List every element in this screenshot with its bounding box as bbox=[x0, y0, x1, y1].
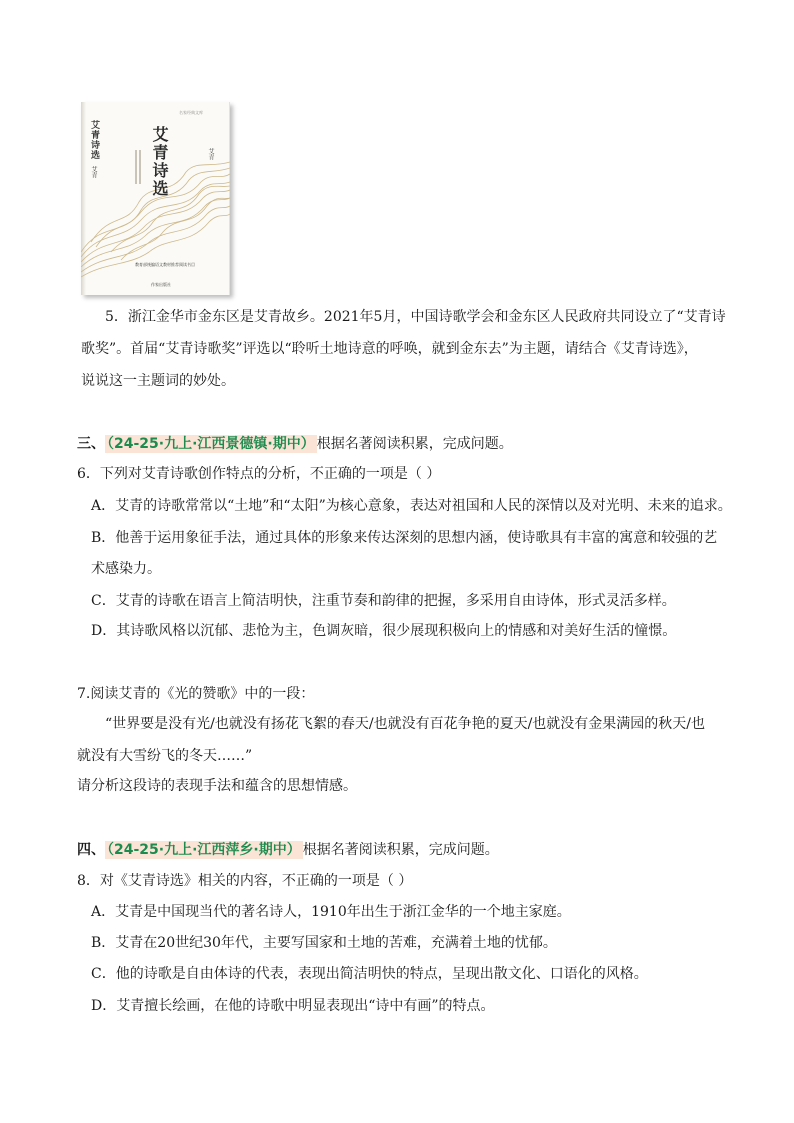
section-4-source-tag: （24-25·九上·江西萍乡·期中） bbox=[107, 842, 301, 858]
q6-option-b-line-1: B．他善于运用象征手法，通过具体的形象来传达深刻的思想内涵，使诗歌具有丰富的寓意和较强的艺 bbox=[91, 530, 718, 546]
cover-blurb: 教育部统编语文教材推荐阅读书目 bbox=[135, 262, 195, 267]
q8-option-c: C．他的诗歌是自由体诗的代表，表现出简洁明快的特点，呈现出散文化、口语化的风格。 bbox=[91, 966, 648, 982]
q7-question: 请分析这段诗的表现手法和蕴含的思想情感。 bbox=[77, 778, 357, 794]
section-3-number: 三、 bbox=[77, 436, 105, 452]
q5-line-1: 5．浙江金华市金东区是艾青故乡。2021年5月，中国诗歌学会和金东区人民政府共同设立了“艾青诗 bbox=[105, 309, 726, 325]
cover-small-text-lines bbox=[135, 150, 145, 188]
q6-option-a: A．艾青的诗歌常常以“土地”和“太阳”为核心意象，表达对祖国和人民的深情以及对光明、未来的追求。 bbox=[91, 498, 732, 514]
q7-stem: 7.阅读艾青的《光的赞歌》中的一段： bbox=[77, 686, 315, 702]
q6-stem: 6．下列对艾青诗歌创作特点的分析，不正确的一项是（ ） bbox=[77, 466, 441, 482]
q8-option-b: B．艾青在20世纪30年代，主要写国家和土地的苦难，充满着土地的忧郁。 bbox=[91, 935, 557, 951]
q8-option-a: A．艾青是中国现当代的著名诗人，1910年出生于浙江金华的一个地主家庭。 bbox=[91, 904, 571, 920]
cover-publisher: 作家出版社 bbox=[151, 282, 171, 287]
section-3-heading bbox=[77, 436, 794, 452]
section-3-source-tag: （24-25·九上·江西景德镇·期中） bbox=[107, 436, 315, 452]
q8-stem: 8．对《艾青诗选》相关的内容，不正确的一项是（ ） bbox=[77, 873, 413, 889]
cover-side-title: 艾青诗选 bbox=[89, 120, 99, 160]
section-4-heading bbox=[77, 842, 794, 858]
section-4-instruction: 根据名著阅读积累，完成问题。 bbox=[302, 842, 499, 858]
q7-quote-line-1: “世界要是没有光/也就没有扬花飞絮的春天/也就没有百花争艳的夏天/也就没有金果满园的秋天/也 bbox=[105, 716, 706, 732]
section-3-instruction: 根据名著阅读积累，完成问题。 bbox=[316, 436, 513, 452]
book-cover-image bbox=[81, 102, 230, 295]
cover-main-title: 艾青诗选 bbox=[150, 126, 169, 198]
q6-option-b-line-2: 术感染力。 bbox=[91, 561, 161, 577]
q6-option-c: C．艾青的诗歌在语言上简洁明快，注重节奏和韵律的把握，多采用自由诗体，形式灵活多样。 bbox=[91, 593, 676, 609]
q6-option-d: D．其诗歌风格以沉郁、悲怆为主，色调灰暗，很少展现积极向上的情感和对美好生活的憧憬。 bbox=[91, 623, 677, 639]
section-4-number: 四、 bbox=[77, 842, 105, 858]
q5-line-3: 说说这一主题词的妙处。 bbox=[81, 373, 235, 389]
q5-line-2: 歌奖”。首届“艾青诗歌奖”评选以“聆听土地诗意的呼唤，就到金东去”为主题，请结合《艾青诗选》， bbox=[81, 341, 698, 357]
cover-side-author: 艾青 bbox=[90, 166, 97, 178]
cover-author: 艾青 bbox=[207, 148, 214, 160]
cover-series-label: 名家经典文库 bbox=[179, 110, 203, 115]
q8-option-d: D．艾青擅长绘画，在他的诗歌中明显表现出“诗中有画”的特点。 bbox=[91, 998, 495, 1014]
q7-quote-line-2: 就没有大雪纷飞的冬天……” bbox=[77, 748, 253, 764]
